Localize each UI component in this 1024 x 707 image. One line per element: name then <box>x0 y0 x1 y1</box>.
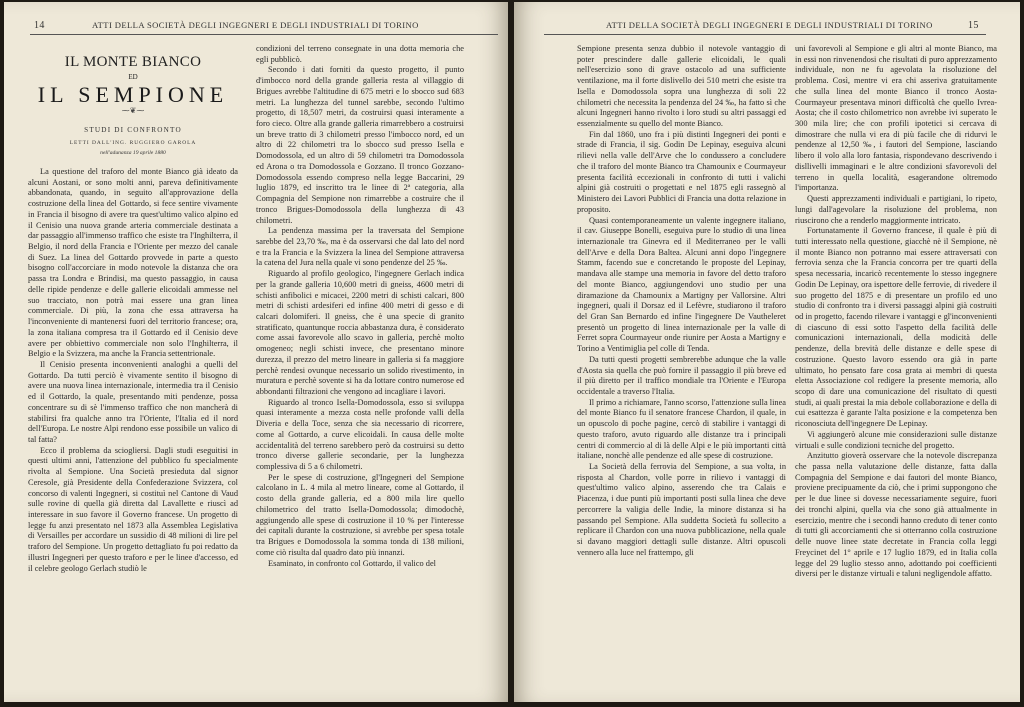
paragraph: Il primo a richiamare, l'anno scorso, l'attenzione sulla linea del monte Bianco fu il senatore francese Chardon, il quale, in un opuscolo di poche pagine, cercò di stabilire i vantaggi di questo traforo, avuto riguardo alle distanze tra i principali centri di commercio al di là delle Alpi e le più importanti città italiane, nonchè alle pendenze ed alle spese di costruzione. <box>577 397 786 461</box>
page-number-right: 15 <box>968 20 979 31</box>
right-page-column-2 <box>795 44 997 684</box>
running-head-right: ATTI DELLA SOCIETÀ DEGLI INGEGNERI E DEGLI INDUSTRIALI DI TORINO <box>606 20 933 30</box>
article-date: nell'adunanza 19 aprile 1880 <box>100 150 166 156</box>
paragraph: uni favorevoli al Sempione e gli altri al monte Bianco, ma in essi non rinvenendosi che risultati di puro apprezzamento individuale, non ne fu agevolata la risoluzione del problema. Così, mentre vi era chi asseriva gratuitamente che sulla linea del monte Bianco il tronco Aosta-Courmayeur presentava minori difficoltà che quello Ivrea-Aosta; che il costo chilometrico non avrebbe ivi superato le 300 mila lire; che con profili ipotetici si cercava di dimostrare che nulla vi era di più facile che di ridurvi le pendenze al 12,50 ‰, i fautori del Sempione, lasciando libero il volo alla loro fantasia, rispondevano descrivendo i disllivelli immaginari e le altre condizioni sfavorevoli del terreno in quella località, esagerandone oltremodo l'importanza. <box>795 44 997 193</box>
article-author: LETTI DALL'ING. RUGGIERO GAROLA <box>69 140 197 146</box>
paragraph: Fortunatamente il Governo francese, il quale è più di tutti interessato nella questione, giacchè nè il Sempione, nè il monte Bianco non potranno mai essere attraversati con ferrovia senza che la Francia concorra per tre quarti della spesa necessaria, incaricò recentemente lo stesso ingegnere Godin De Lepinay, ora ispettore delle ferrovie, di rivedere il suo progetto del 1875 e di presentare un profilo ed uno studio di confronto tra i diversi passaggi alpini già costruiti od in progetto, facendo rilevare i vantaggi e gl'inconvenienti di ciascuno di essi sotto l'aspetto della facilità delle comunicazioni internazionali, della modicità delle pendenze, della brevità delle distanze e delle spese di costruzione. Questo lavoro essendo ora già in parte ultimato, ho pensato fare cosa grata ai membri di questa eletta Associazione col redigere la presente memoria, allo scopo di dare una comunicazione del risultato di questi studi, ai quali prestai la mia debole collaborazione e della di cui esattezza è garante l'alta posizione e la competenza ben riconosciuta dell'ingegnere De Lepinay. <box>795 226 997 429</box>
right-page <box>514 2 1020 702</box>
article-title-main: IL SEMPIONE <box>37 82 229 107</box>
paragraph: Vi aggiungerò alcune mie considerazioni sulle distanze virtuali e sulle condizioni tecniche del progetto. <box>795 429 997 450</box>
paragraph: La pendenza massima per la traversata del Sempione sarebbe del 23,70 ‰, ma è da osservarsi che dal lato del nord e tra la Francia e la Svizzera la linea del Sempione attraversa la catena del Jura nella quale vi sono pendenze del 25 ‰. <box>256 226 464 268</box>
paragraph: Esaminato, in confronto col Gottardo, il valico del <box>268 558 436 568</box>
article-title-ed: ED <box>128 73 138 81</box>
paragraph: La Società della ferrovia del Sempione, a sua volta, in risposta al Chardon, volle porre in rilievo i vantaggi di quest'ultimo valico alpino, asserendo che tra Calais e Piacenza, i due punti più importanti posti sulla linea che deve percorrere la valigia delle Indie, la minore distanza si ha passando pel Sempione. Alla suddetta Società fu sollecito a replicare il Chardon con una nuova pubblicazione, nella quale si davano maggiori dettagli sulle distanze. Altri opuscoli vennero alla luce nel frattempo, gli <box>577 462 786 557</box>
article-subtitle: STUDI DI CONFRONTO <box>84 126 182 134</box>
header-rule-left <box>30 34 498 35</box>
paragraph: Per le spese di costruzione, gl'Ingegneri del Sempione calcolano in L. 4 mila al metro lineare, come al Gottardo, il costo della grande galleria, ed a 800 mila lire quello chilometrico del tratto Isella-Domodossola; dimodochè, aggiungendo alle spese di costruzione il 10 % per l'interesse dei capitali durante la costruzione, si avrebbe per spesa totale tra Brigues e Domodossola la somma tonda di 138 milioni, come ciò risulta dal quadro dato più innanzi. <box>256 472 464 557</box>
left-page-column-2 <box>256 44 464 683</box>
right-page-column-1 <box>577 44 786 684</box>
paragraph: La questione del traforo del monte Bianco già ideato da alcuni Aostani, or sono molti anni, pareva definitivamente abbandonata, quando, in seguito all'approvazione della costruzione della linea del Gottardo, si fece sentire vivamente in Francia il bisogno di avere tra quest'ultimo valico alpino ed il Cenisio una nuova grande arteria commerciale destinata a dar passaggio all'immenso traffico che esiste tra l'Inghilterra, il Belgio, il nord della Francia e l'Oriente per mezzo del canale di Suez. La linea del Gottardo provvede in parte a questo bisogno coll'accorciare in modo notevole la distanza che ora passa tra Londra e Brindisi, ma questo passaggio, in causa delle ripide pendenze e delle gallerie elicoidali ammesse nel suo tracciato, non potrà mai essere una gran linea commerciale. Di più, la zona che essa attraversa ha l'inconveniente di mantenersi fuori del territorio francese; ora, la zona italiana compresa tra il Gottardo ed il Cenisio deve avere per obbiettivo commerciale non solo l'Inghilterra, il Belgio e la Svizzera, ma anche la Francia settentrionale. <box>28 167 238 359</box>
left-page-column-1 <box>28 167 238 683</box>
paragraph: Riguardo al profilo geologico, l'ingegnere Gerlach indica per la grande galleria 10,600 metri di gneiss, 4600 metri di schisti anfibolici e micacei, 2200 metri di schisti calcari, 800 metri di schisti ardesiferi ed infine 400 metri di gesso e di calcari dolomiferi. Il gneiss, che è una specie di granito stratificato, quantunque roccia abbastanza dura, è considerato come assai favorevole allo scavo in galleria, perchè molto omogeneo; negli schisti invece, che presentano minore durezza, il prezzo del metro lineare in galleria si fa maggiore perchè rendesi ovunque necessario un solido rivestimento, in muratura e perchè sovente si ha da lottare contro numerose ed abbondanti filtrazioni che vengono ad incagliare i lavori. <box>256 269 464 396</box>
paragraph: Secondo i dati forniti da questo progetto, il punto d'imbocco nord della grande galleria resta al villaggio di Brigues avrebbe l'altitudine di 675 metri e lo sbocco sud 683 metri. La lunghezza del tunnel sarebbe, secondo l'ultimo progetto, di 18,507 metri, da costruirsi quasi interamente a foro cieco. Oltre alla grande galleria rimarrebbero a costruirsi un breve tratto di 3 chilometri presso l'imbocco nord, ed un altro di 22 chilometri tra lo sbocco sud presso Isella e Domodossola, ed un altro di 59 chilometri tra Domodossola ed Arona o tra Domodossola e Gozzano. Il tronco Gozzano-Domodossola essendo compreso nella legge Baccarini, 29 luglio 1879, ed inscritto tra le linee di 2ª categoria, alla Compagnia del Sempione non rimarrebbe a costruire che il tronco Brigues-Domodossola della lunghezza di 43 chilometri. <box>256 65 464 225</box>
paragraph: Quasi contemporaneamente un valente ingegnere italiano, il cav. Giuseppe Bonelli, eseguiva pure lo studio di una linea internazionale tra Ginevra ed il Mediterraneo per le valli dell'Arve e della Dora Baltea. Alcuni anni dopo l'ingegnere Stamm, facendo sue e concretando le proposte del Lepinay, mandava alle stampe una memoria in favore del detto traforo del monte Bianco, aggiungendovi uno studio per una diramazione da Chamounix a Martigny per Vallorsine. Altri ingegneri, quali il Dorsaz ed il Lefèvre, studiarono il traforo del Gran San Bernardo ed infine l'ingegnere De Vautheleret presentò un progetto di linea internazionale per la valle di Ferret sopra Courmayeur onde riunire per Aosta a Martigny e Torino a Ventimiglia pel colle di Tenda. <box>577 215 786 354</box>
paragraph: Sempione presenta senza dubbio il notevole vantaggio di poter prescindere dalle gallerie elicoidali, le quali nell'esercizio sono di grave ostacolo ad una sufficiente ventilazione, ma il forte dislivello dei 510 metri che esiste tra Isella e Domodossola sopra una lunghezza di soli 22 chilometri che necessita la pendenza del 24 ‰, ha fatto sì che alcuni Ingegneri hanno rivolto i loro studi su altri passaggi ed essenzialmente su quello del monte Bianco. <box>577 44 786 129</box>
paragraph: Questi apprezzamenti individuali e partigiani, lo ripeto, lungi dall'agevolare la risoluzione del problema, non riuscirono che a renderlo maggiormente intricato. <box>795 194 997 225</box>
left-page <box>4 2 508 702</box>
header-rule-right <box>544 34 986 35</box>
paragraph: Fin dal 1860, uno fra i più distinti Ingegneri dei ponti e strade di Francia, il sig. Godin De Lepinay, eseguiva alcuni rilievi nella valle dell'Arve che lo condussero a concludere che il traforo del monte Bianco tra Chamounix e Courmayeur presenta facilità eccezionali in confronto di tutti i valichi alpini già costruiti o progettati e nel 1875 egli rassegnò al Ministero dei Lavori Pubblici di Francia una dotta relazione in proposito. <box>577 129 786 214</box>
paragraph: Ecco il problema da sciogliersi. Dagli studi eseguitisi in questi ultimi anni, l'attenzione del pubblico fu specialmente rivolta al Sempione. Una Società presieduta dal signor Ceresole, già Presidente della Confederazione Svizzera, col concorso di valenti Ingegneri, si costituì nel Cantone di Vaud sulle rovine di quella già diretta dal Lavallette e riuscì ad interessare in suo favore il Governo francese. Un progetto di legge fu anzi presentato nel 1873 alla Assemblea Legislativa di Versailles per accordare un sussidio di 48 milioni di lire pel traforo del Sempione. Un progetto dettagliato fu poi redatto da illustri Ingegneri per questo traforo e per le linee d'accesso, ed il celebre geologo Gerlach studiò le <box>28 445 238 573</box>
paragraph: Anzitutto gioverà osservare che la notevole discrepanza che passa nella valutazione delle distanze, fatta dalla Compagnia del Sempione e dai fautori del monte Bianco, proviene precipuamente da ciò, che i primi suppongono che per le due linee si dovesse necessariamente seguire, fuori dei tronchi alpini, quella via che sono già attualmente in esercizio, mentre che i secondi hanno creduto di tener conto di tutti gli accorciamenti che si otterranno colla costruzione delle nuove linee state decretate in Francia colla leggi Freycinet del 1° aprile e 17 luglio 1879, ed in Italia colla legge del 29 luglio stesso anno, adottando poi coefficienti diversi per le distanze virtuali e taluni negligendole affatto. <box>795 451 997 579</box>
paragraph: Da tutti questi progetti sembrerebbe adunque che la valle d'Aosta sia quella che può fornire il passaggio il più breve ed il più diretto per il traffico mondiale tra l'Oriente e l'Europa occidentale a traverso l'Italia. <box>577 354 786 396</box>
paragraph: condizioni del terreno consegnate in una dotta memoria che egli pubblicò. <box>256 44 464 64</box>
title-ornament: ⁓❦⁓ <box>121 106 145 115</box>
article-title-top: IL MONTE BIANCO <box>64 54 202 70</box>
running-head-left: ATTI DELLA SOCIETÀ DEGLI INGEGNERI E DEGLI INDUSTRIALI DI TORINO <box>92 20 419 30</box>
page-number-left: 14 <box>34 20 45 31</box>
paragraph: Riguardo al tronco Isella-Domodossola, esso si sviluppa quasi interamente a mezza costa nelle profonde valli della Diveria e della Toce, senza che sia necessario di ricorrere, come al Gottardo, a curve elicoidali. In causa delle molte accidentalità del terreno sarebbero però da costruirsi su detto tronco diverse gallerie secondarie, per la lunghezza complessiva di 5 a 6 chilometri. <box>256 397 464 472</box>
paragraph: Il Cenisio presenta inconvenienti analoghi a quelli del Gottardo. Da tutti perciò è vivamente sentito il bisogno di avere una nuova linea internazionale, intermedia tra il Cenisio ed il Gottardo, la quale, presentando miti pendenze, possa concentrare su di sè l'immenso traffico che non mancherà di stabilirsi fra qualche anno tra l'Oriente, l'Italia ed il nord dell'Europa. Le nostre Alpi rendono esse possibile un valico di tal fatta? <box>28 359 238 444</box>
